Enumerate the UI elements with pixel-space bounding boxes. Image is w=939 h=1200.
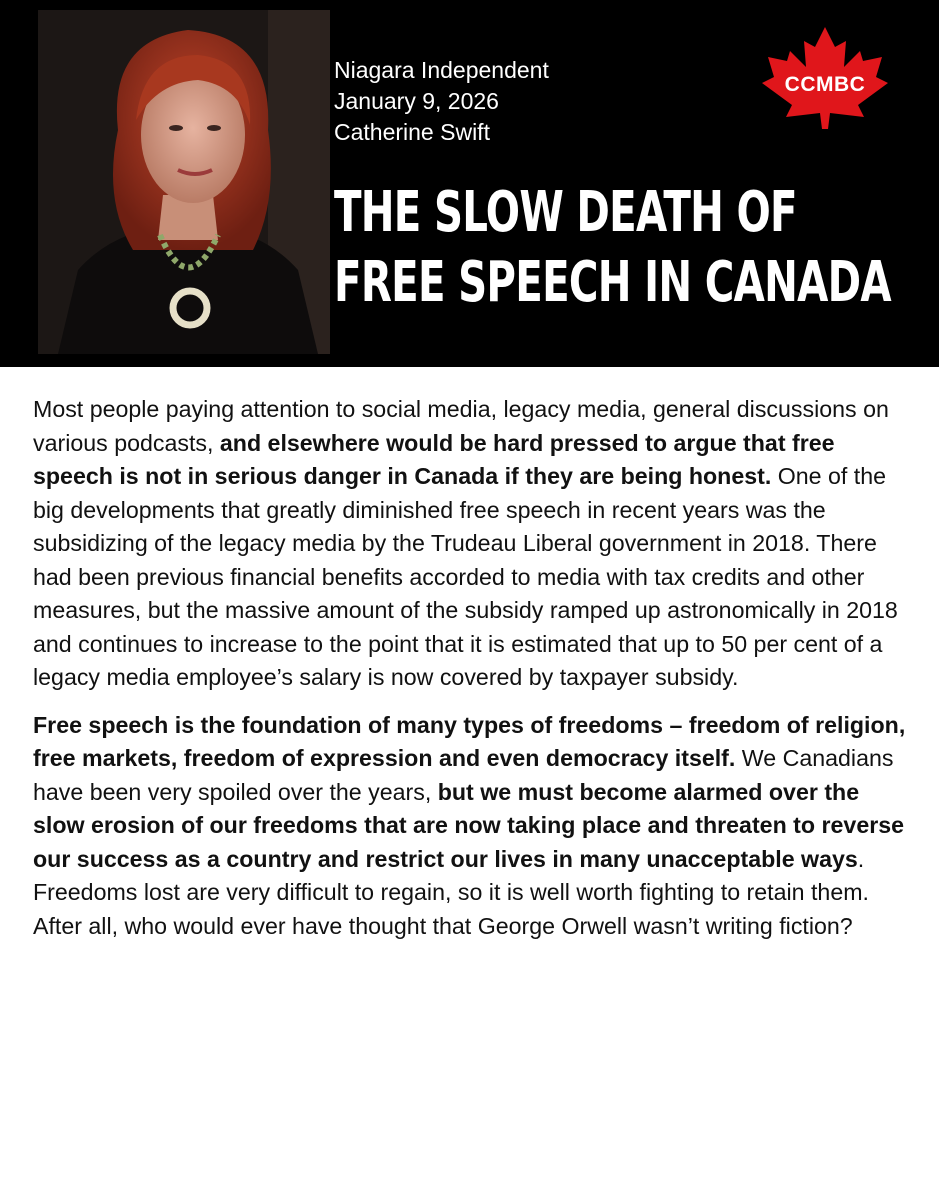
article-body (33, 393, 913, 957)
headline-line-2: FREE SPEECH IN CANADA (334, 250, 891, 315)
logo-text: CCMBC (784, 73, 866, 96)
paragraph-1-text-1: Most people paying attention to social media, legacy media, general discussions on various podcasts, (33, 396, 889, 456)
paragraph-2-bold-1: Free speech is the foundation of many types of freedoms – freedom of religion, free markets, freedom of expression and even democracy itself. (33, 711, 906, 771)
byline (334, 55, 549, 148)
author-portrait-illustration (38, 10, 330, 354)
ccmbc-logo (760, 25, 890, 130)
paragraph-2-text-1: We Canadians have been very spoiled over the years, (33, 745, 894, 805)
paragraph-2-text-2: . Freedoms lost are very difficult to regain, so it is well worth fighting to retain them. After all, who would ever have thought that George Orwell wasn’t writing fiction? (33, 845, 869, 939)
author-name: Catherine Swift (334, 119, 490, 145)
paragraph-2 (33, 709, 913, 944)
headline (334, 178, 891, 318)
publication-name: Niagara Independent (334, 57, 549, 83)
publication-date: January 9, 2026 (334, 88, 499, 114)
paragraph-1 (33, 393, 913, 695)
paragraph-2-bold-2: but we must become alarmed over the slow erosion of our freedoms that are now taking place and threaten to reverse our success as a country and restrict our lives in many unacceptable ways (33, 778, 905, 872)
paragraph-1-bold-1: and elsewhere would be hard pressed to argue that free speech is not in serious danger in Canada if they are being honest. (33, 429, 835, 489)
paragraph-1-text-2: One of the big developments that greatly diminished free speech in recent years was the subsidizing of the legacy media by the Trudeau Liberal government in 2018. There had been previous financial benefits accorded to media with tax credits and other measures, but the massive amount of the subsidy ramped up astronomically in 2018 and continues to increase to the point that it is estimated that up to 50 per cent of a legacy media employee’s salary is now covered by taxpayer subsidy. (33, 463, 898, 690)
author-photo (38, 10, 330, 354)
headline-line-1: THE SLOW DEATH OF (334, 180, 797, 245)
article-header (0, 0, 939, 367)
